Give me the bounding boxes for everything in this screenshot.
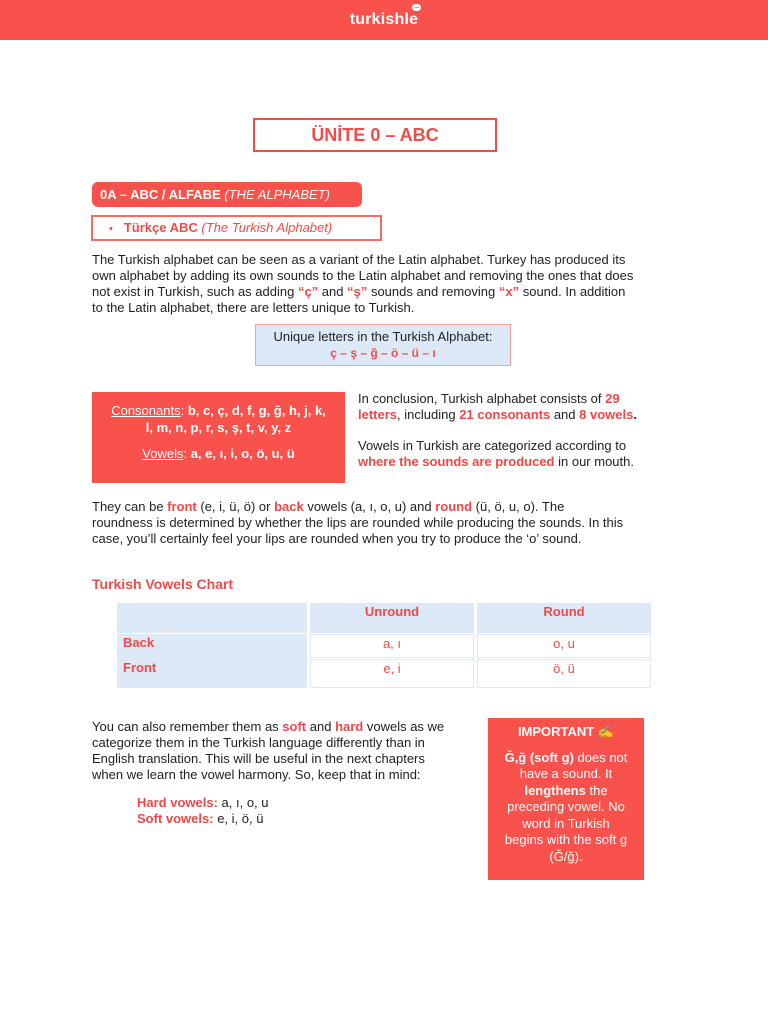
highlight-consonants: 21 consonants bbox=[459, 407, 551, 422]
highlight-s: “ş” bbox=[347, 284, 368, 299]
highlight-letters: letters bbox=[358, 407, 398, 422]
highlight-front: front bbox=[167, 499, 197, 514]
cell-back-round: o, u bbox=[477, 634, 651, 658]
text: You can also remember them as bbox=[92, 719, 283, 734]
row-label-back: Back bbox=[123, 635, 155, 650]
intro-line: The Turkish alphabet can be seen as a variant of the Latin alphabet. Turkey has produced its bbox=[92, 252, 626, 267]
soft-hard-line: categorize them in the Turkish language differently than in bbox=[92, 735, 425, 750]
important-box bbox=[488, 718, 644, 880]
table-header-unround: Unround bbox=[310, 603, 474, 633]
intro-line bbox=[92, 284, 682, 300]
text: and bbox=[318, 284, 348, 299]
cell-front-unround: e, i bbox=[310, 659, 474, 688]
vowels-category-line: Vowels in Turkish are categorized according to bbox=[358, 438, 627, 453]
intro-line: to the Latin alphabet, there are letters unique to Turkish. bbox=[92, 300, 415, 315]
important-line: (Ğ/ğ). bbox=[549, 848, 583, 864]
highlight-x: “x” bbox=[498, 284, 520, 299]
text: (e, i, ü, ö) or bbox=[196, 499, 275, 514]
table-row-labels bbox=[117, 634, 307, 688]
text: and bbox=[550, 407, 580, 422]
soft-hard-line: English translation. This will be useful in the next chapters bbox=[92, 751, 425, 766]
consonants-label: Consonants bbox=[111, 403, 181, 418]
bullet-icon: • bbox=[109, 223, 113, 235]
cell-back-unround: a, ı bbox=[310, 634, 474, 658]
text: and bbox=[306, 719, 336, 734]
section-heading-bold: 0A – ABC / ALFABE bbox=[100, 187, 221, 202]
unique-letters-label: Unique letters in the Turkish Alphabet: bbox=[273, 329, 493, 344]
front-back-line: case, you’ll certainly feel your lips are rounded when you try to produce the ‘o’ sound. bbox=[92, 531, 582, 546]
highlight-back: back bbox=[274, 499, 304, 514]
vowels-list: a, e, ı, i, o, ö, u, ü bbox=[190, 446, 295, 461]
text: , including bbox=[397, 407, 460, 422]
highlight-c: “ç” bbox=[297, 284, 319, 299]
subsection-heading-italic: (The Turkish Alphabet) bbox=[201, 220, 333, 235]
highlight-vowels: 8 vowels bbox=[579, 407, 634, 422]
vowel-groups bbox=[137, 795, 269, 827]
vowels-chart-table bbox=[117, 603, 651, 688]
text: not exist in Turkish, such as adding bbox=[92, 284, 298, 299]
soft-vowels-label: Soft vowels: bbox=[137, 811, 214, 826]
top-bar bbox=[0, 0, 768, 40]
text: In conclusion, Turkish alphabet consists of bbox=[358, 391, 606, 406]
highlight-29: 29 bbox=[605, 391, 620, 406]
soft-hard-paragraph bbox=[92, 719, 476, 783]
highlight-hard: hard bbox=[335, 719, 364, 734]
unique-letters: ç – ş – ğ – ö – ü – ı bbox=[330, 346, 436, 360]
important-title: IMPORTANT ✍ bbox=[517, 724, 615, 739]
table-header-empty bbox=[117, 603, 307, 633]
turkishle-logo[interactable] bbox=[349, 4, 420, 29]
consonants-line: Consonants: b, c, ç, d, f, g, ğ, h, j, k, bbox=[111, 403, 326, 418]
text: sounds and removing bbox=[367, 284, 499, 299]
vowels-label: Vowels bbox=[142, 446, 184, 461]
important-line: word in Turkish bbox=[522, 815, 610, 831]
text: sound. In addition bbox=[519, 284, 626, 299]
section-heading-italic: (THE ALPHABET) bbox=[224, 187, 330, 202]
text: . bbox=[633, 407, 637, 422]
speech-bubble-icon: ... bbox=[413, 4, 420, 10]
text: vowels (a, ı, o, u) and bbox=[303, 499, 436, 514]
front-back-paragraph bbox=[92, 499, 682, 547]
row-label-front: Front bbox=[123, 660, 157, 675]
text: vowels as we bbox=[363, 719, 445, 734]
hard-vowels: a, ı, o, u bbox=[217, 795, 269, 810]
table-header-round: Round bbox=[477, 603, 651, 633]
text: does not bbox=[573, 749, 628, 765]
soft-g-label: Ğ,ğ (soft g) bbox=[504, 749, 574, 765]
text: in our mouth. bbox=[554, 454, 634, 469]
text: They can be bbox=[92, 499, 168, 514]
lengthens-label: lengthens bbox=[524, 782, 586, 798]
vowels-line: Vowels: a, e, ı, i, o, ö, u, ü bbox=[142, 446, 295, 461]
important-line: have a sound. It bbox=[519, 766, 613, 781]
subsection-heading-bold: Türkçe ABC bbox=[123, 220, 198, 235]
front-back-line: roundness is determined by whether the lips are rounded while producing the sounds. In this bbox=[92, 515, 624, 530]
unique-letters-box bbox=[255, 324, 511, 366]
conclusion-paragraph bbox=[358, 391, 688, 470]
soft-hard-line: when we learn the vowel harmony. So, keep that in mind: bbox=[92, 767, 421, 782]
intro-paragraph bbox=[92, 252, 682, 316]
section-heading bbox=[92, 182, 362, 207]
highlight-round: round bbox=[435, 499, 473, 514]
intro-line: own alphabet by adding its own sounds to the Latin alphabet and removing the ones that does bbox=[92, 268, 634, 283]
important-line: preceding vowel. No bbox=[507, 799, 625, 814]
text: (ü, ö, u, o). The bbox=[472, 499, 565, 514]
consonants-list-1: b, c, ç, d, f, g, ğ, h, j, k, bbox=[187, 403, 326, 418]
text: the bbox=[585, 782, 608, 798]
hard-vowels-label: Hard vowels: bbox=[137, 795, 218, 810]
cell-front-round: ö, ü bbox=[477, 659, 651, 688]
important-line: begins with the soft g bbox=[504, 832, 628, 847]
consonants-list-2: l, m, n, p, r, s, ş, t, v, y, z bbox=[145, 420, 292, 435]
unit-title: ÜNİTE 0 – ABC bbox=[253, 118, 497, 152]
highlight-soft: soft bbox=[282, 719, 307, 734]
subsection-heading bbox=[91, 215, 382, 241]
vowels-chart-title: Turkish Vowels Chart bbox=[92, 576, 234, 592]
highlight-where: where the sounds are produced bbox=[358, 454, 555, 469]
soft-vowels: e, i, ö, ü bbox=[213, 811, 264, 826]
logo-text: turkishle bbox=[349, 11, 419, 28]
letters-box bbox=[92, 392, 345, 483]
